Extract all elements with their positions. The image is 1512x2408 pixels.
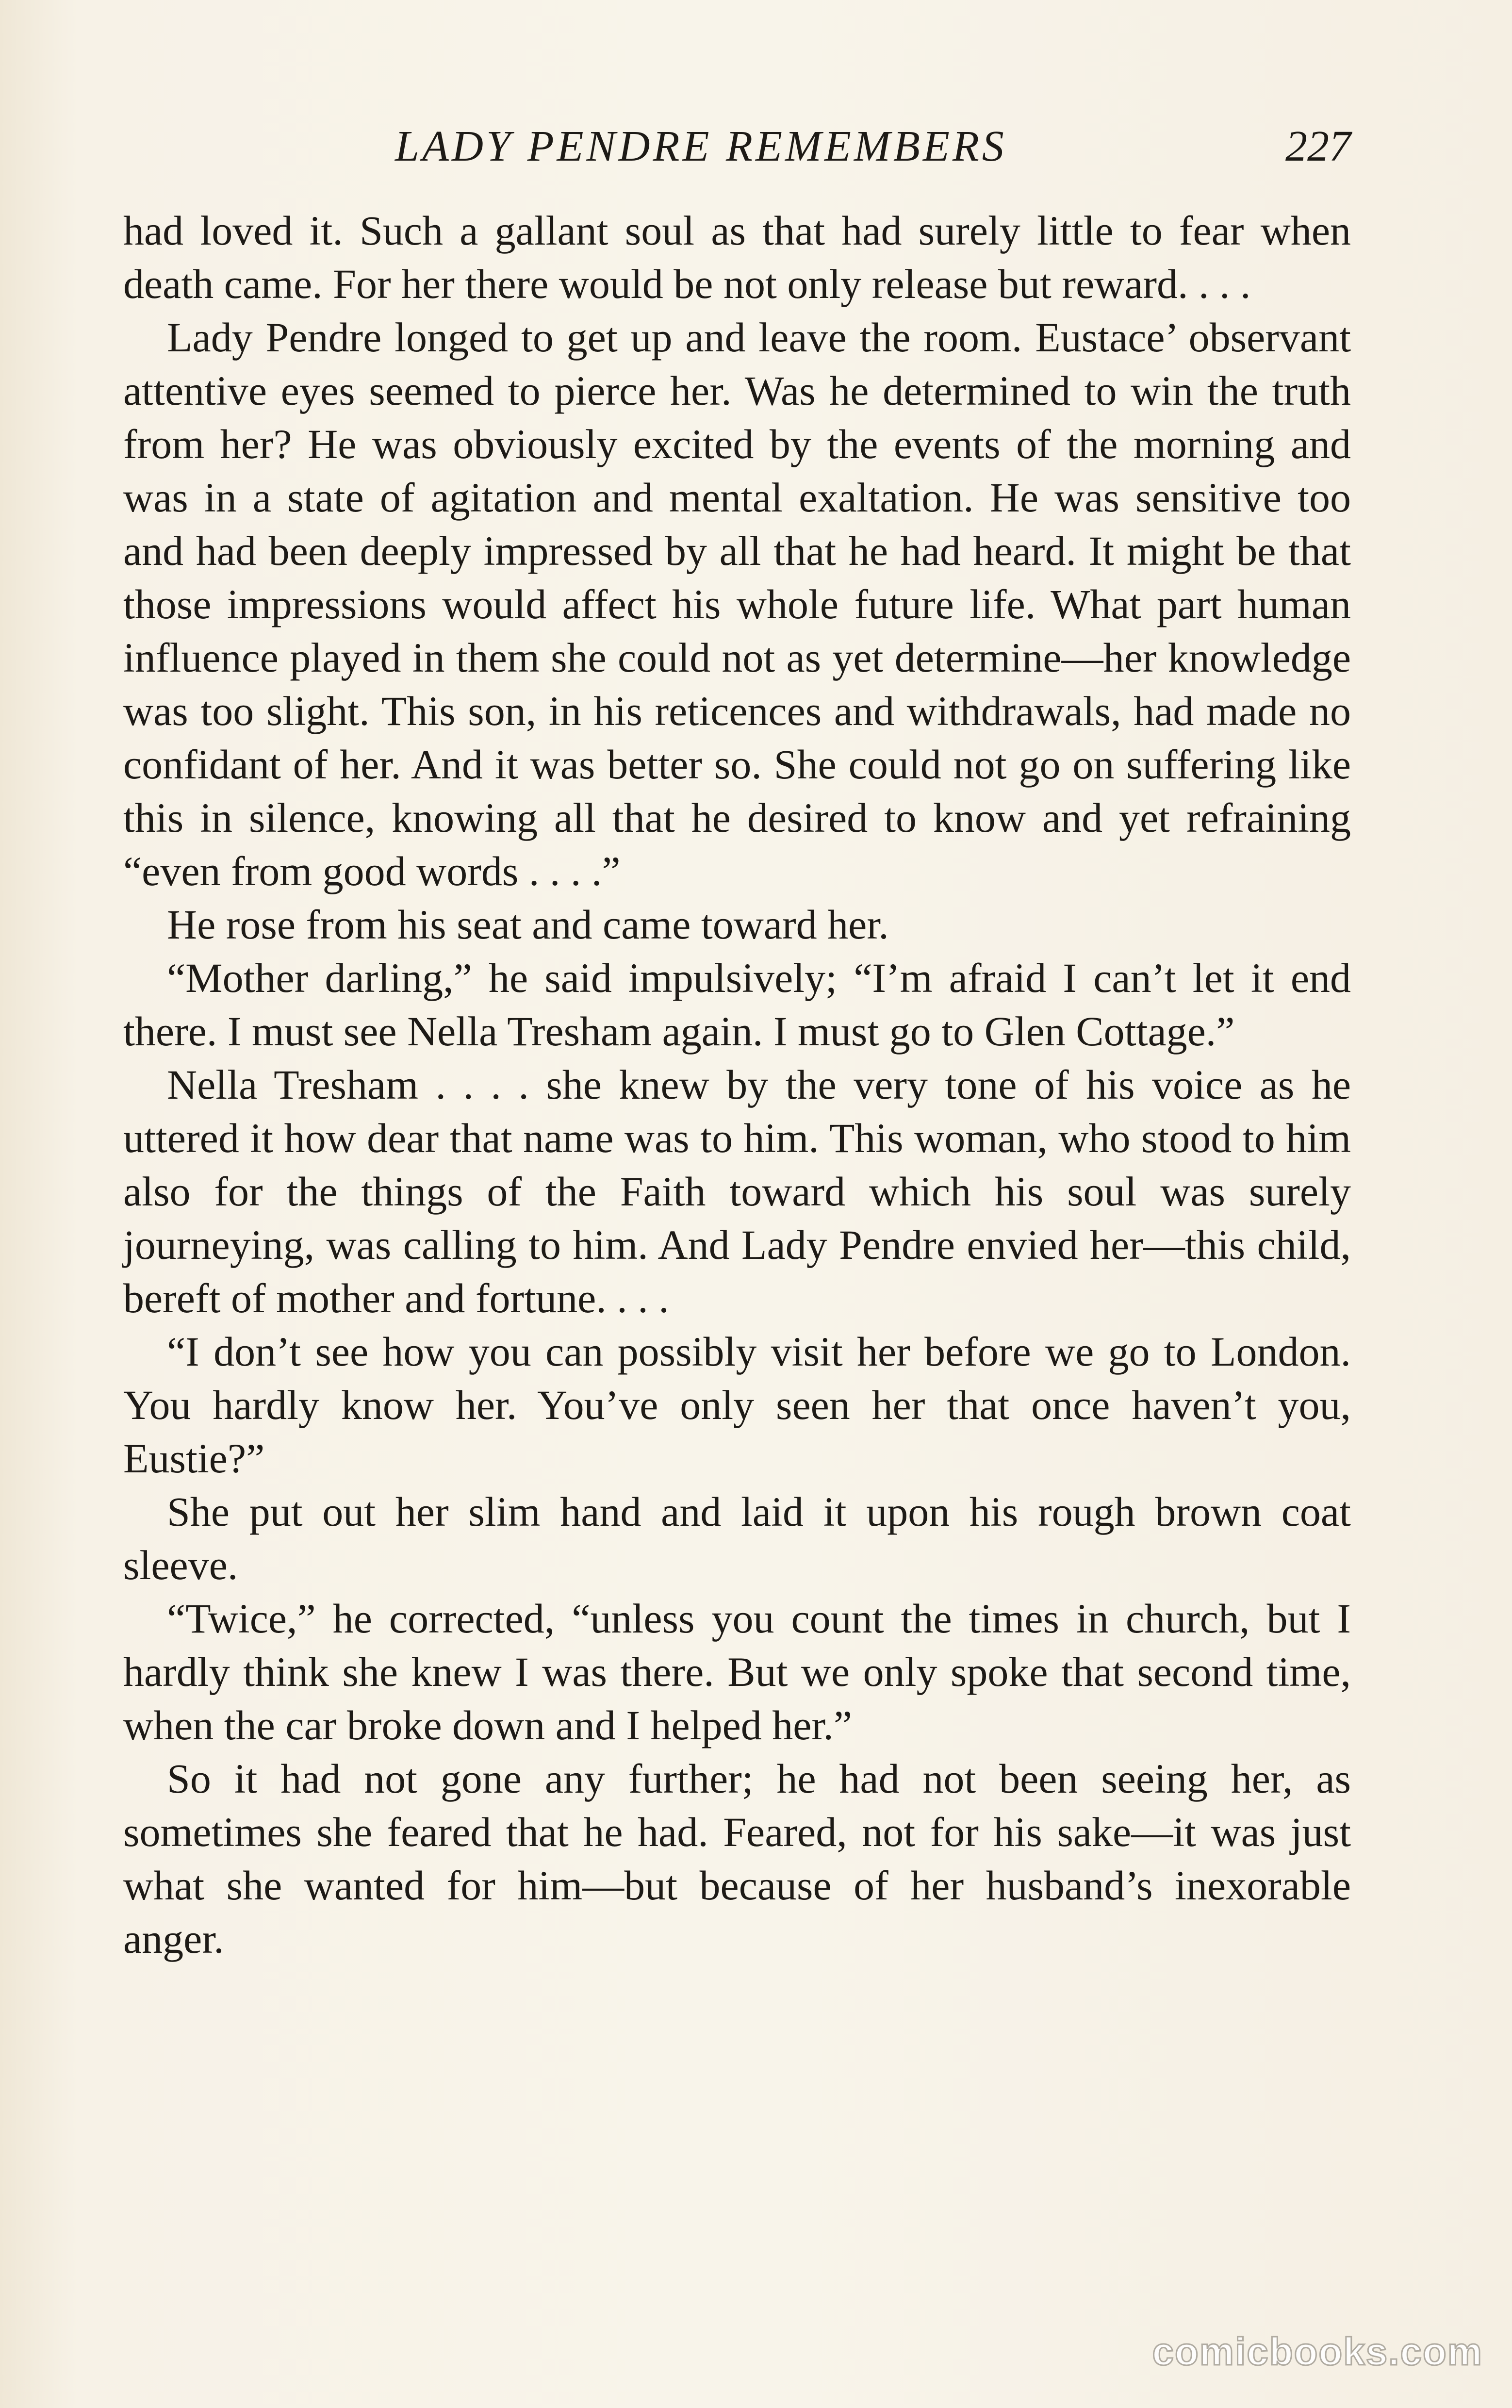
paragraph: “I don’t see how you can possibly visit her before we go to London. You hardly know her. You’ve only seen her that once haven’t you, Eustie?” (123, 1328, 1351, 1482)
page-number: 227 (1285, 122, 1351, 170)
running-title: LADY PENDRE REMEMBERS (395, 122, 1007, 170)
paragraph: Lady Pendre longed to get up and leave the room. Eustace’ observant attentive eyes seemed to pierce her. Was he determined to win the truth from her? He was obviously excited by the events of the morning and was in a state of agitation and mental exaltation. He was sensitive too and had been deeply impressed by all that he had heard. It might be that those impressions would affect his whole future life. What part human influence played in them she could not as yet determine—her knowledge was too slight. This son, in his reticences and withdrawals, had made no confidant of her. And it was better so. She could not go on suffering like this in silence, knowing all that he desired to know and yet refraining “even from good words . . . .” (123, 314, 1351, 894)
paragraph: So it had not gone any further; he had not been seeing her, as sometimes she feared that he had. Feared, not for his sake—it was just what she wanted for him—but because of her husband’s inexorable anger. (123, 1755, 1351, 1962)
watermark: comicbooks.com (1152, 2330, 1483, 2373)
body-text (123, 204, 1351, 1965)
paragraph: had loved it. Such a gallant soul as that had surely little to fear when death came. For her there would be not only release but reward. . . . (123, 207, 1351, 307)
paragraph: “Twice,” he corrected, “unless you count the times in church, but I hardly think she knew I was there. But we only spoke that second time, when the car broke down and I helped her.” (123, 1595, 1351, 1748)
paragraph: She put out her slim hand and laid it upon his rough brown coat sleeve. (123, 1488, 1351, 1588)
page-header (123, 121, 1351, 180)
paragraph: “Mother darling,” he said impulsively; “I’m afraid I can’t let it end there. I must see Nella Tresham again. I must go to Glen Cottage.” (123, 955, 1351, 1055)
paragraph: He rose from his seat and came toward her. (167, 901, 889, 948)
paragraph: Nella Tresham . . . . she knew by the very tone of his voice as he uttered it how dear that name was to him. This woman, who stood to him also for the things of the Faith toward which his soul was surely journeying, was calling to him. And Lady Pendre envied her—this child, bereft of mother and fortune. . . . (123, 1061, 1351, 1321)
